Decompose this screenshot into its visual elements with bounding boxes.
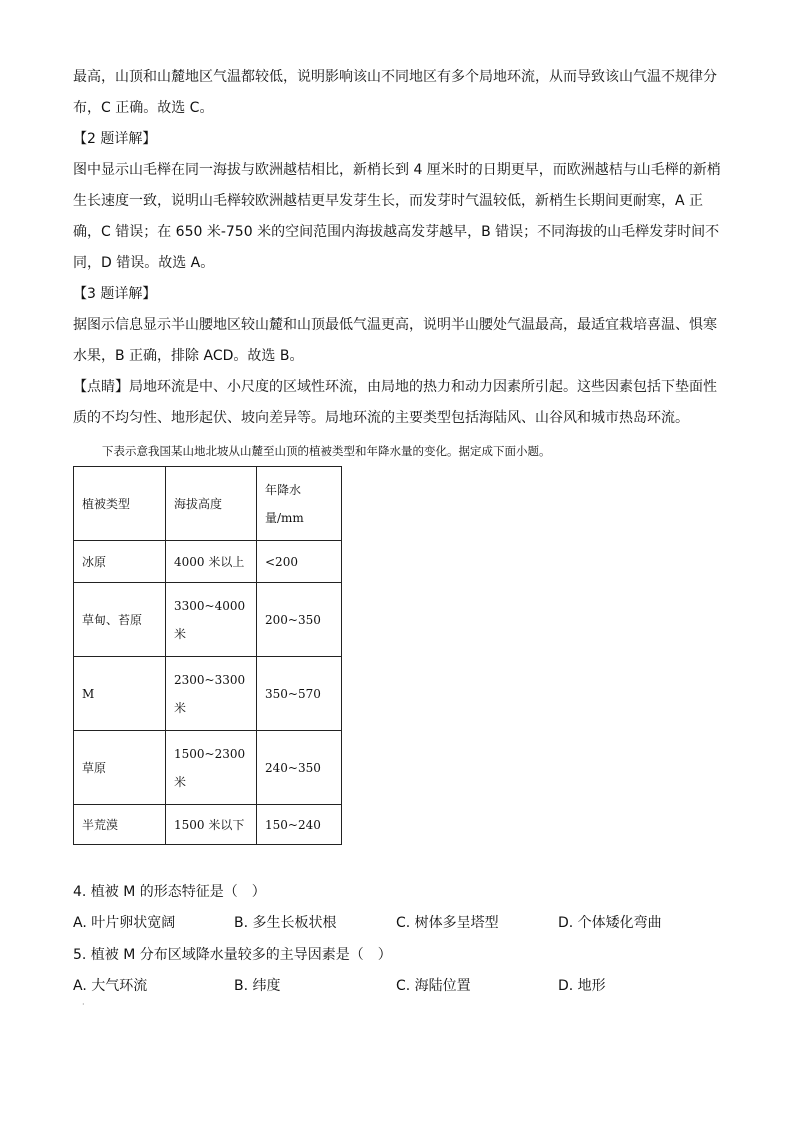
header-cell: 植被类型 (74, 467, 166, 541)
option-d[interactable]: D. 个体矮化弯曲 (558, 915, 662, 931)
tip-line: 【点睛】局地环流是中、小尺度的区域性环流，由局地的热力和动力因素所引起。这些因素包括下垫面性 (73, 379, 717, 395)
paragraph-line: 水果，B 正确，排除 ACD。故选 B。 (73, 348, 304, 364)
section-heading-3: 【3 题详解】 (73, 286, 157, 302)
table-cell: 1500~2300米 (166, 731, 257, 805)
option-a[interactable]: A. 大气环流 (73, 978, 148, 994)
table-caption: 下表示意我国某山地北坡从山麓至山顶的植被类型和年降水量的变化。据定成下面小题。 (102, 444, 551, 458)
tip-line: 质的不均匀性、地形起伏、坡向差异等。局地环流的主要类型包括海陆风、山谷风和城市热岛环流。 (73, 410, 689, 426)
paragraph-line: 最高，山顶和山麓地区气温都较低，说明影响该山不同地区有多个局地环流，从而导致该山气温不规律分 (73, 69, 717, 85)
table-cell: 4000 米以上 (166, 541, 257, 583)
vegetation-table (73, 466, 342, 845)
question-stem: 4. 植被 M 的形态特征是（ ） (73, 884, 266, 900)
question-stem: 5. 植被 M 分布区域降水量较多的主导因素是（ ） (73, 947, 392, 963)
option-a[interactable]: A. 叶片卵状宽阔 (73, 915, 176, 931)
table-cell: <200 (257, 541, 342, 583)
paragraph-line: 据图示信息显示半山腰地区较山麓和山顶最低气温更高，说明半山腰处气温最高，最适宜栽培喜温、惧寒 (73, 317, 717, 333)
table-cell: 3300~4000米 (166, 583, 257, 657)
option-c[interactable]: C. 树体多呈塔型 (396, 915, 499, 931)
table-row (74, 583, 342, 657)
table-cell: 1500 米以下 (166, 805, 257, 845)
table-row (74, 731, 342, 805)
option-d[interactable]: D. 地形 (558, 978, 606, 994)
paragraph-line: 布，C 正确。故选 C。 (73, 100, 214, 116)
table-cell: 草甸、苔原 (74, 583, 166, 657)
option-b[interactable]: B. 纬度 (234, 978, 281, 994)
table-cell: 冰原 (74, 541, 166, 583)
table-row (74, 805, 342, 845)
stray-mark: · (82, 1000, 85, 1009)
table-row (74, 657, 342, 731)
table-header-row (74, 467, 342, 541)
option-c[interactable]: C. 海陆位置 (396, 978, 471, 994)
table-cell: 200~350 (257, 583, 342, 657)
table-row (74, 541, 342, 583)
paragraph-line: 生长速度一致，说明山毛榉较欧洲越桔更早发芽生长，而发芽时气温较低，新梢生长期间更耐寒，A 正 (73, 193, 704, 209)
table-cell: 150~240 (257, 805, 342, 845)
header-cell: 海拔高度 (166, 467, 257, 541)
paragraph-line: 图中显示山毛榉在同一海拔与欧洲越桔相比，新梢长到 4 厘米时的日期更早，而欧洲越桔与山毛榉的新梢 (73, 162, 721, 178)
paragraph-line: 确，C 错误；在 650 米-750 米的空间范围内海拔越高发芽越早，B 错误；不同海拔的山毛榉发芽时间不 (73, 224, 720, 240)
table-cell: 草原 (74, 731, 166, 805)
table-cell: 350~570 (257, 657, 342, 731)
table-cell: M (74, 657, 166, 731)
header-cell: 年降水量/mm (257, 467, 342, 541)
section-heading-2: 【2 题详解】 (73, 131, 157, 147)
table-cell: 2300~3300米 (166, 657, 257, 731)
option-b[interactable]: B. 多生长板状根 (234, 915, 337, 931)
paragraph-line: 同，D 错误。故选 A。 (73, 255, 215, 271)
table-cell: 半荒漠 (74, 805, 166, 845)
table-cell: 240~350 (257, 731, 342, 805)
